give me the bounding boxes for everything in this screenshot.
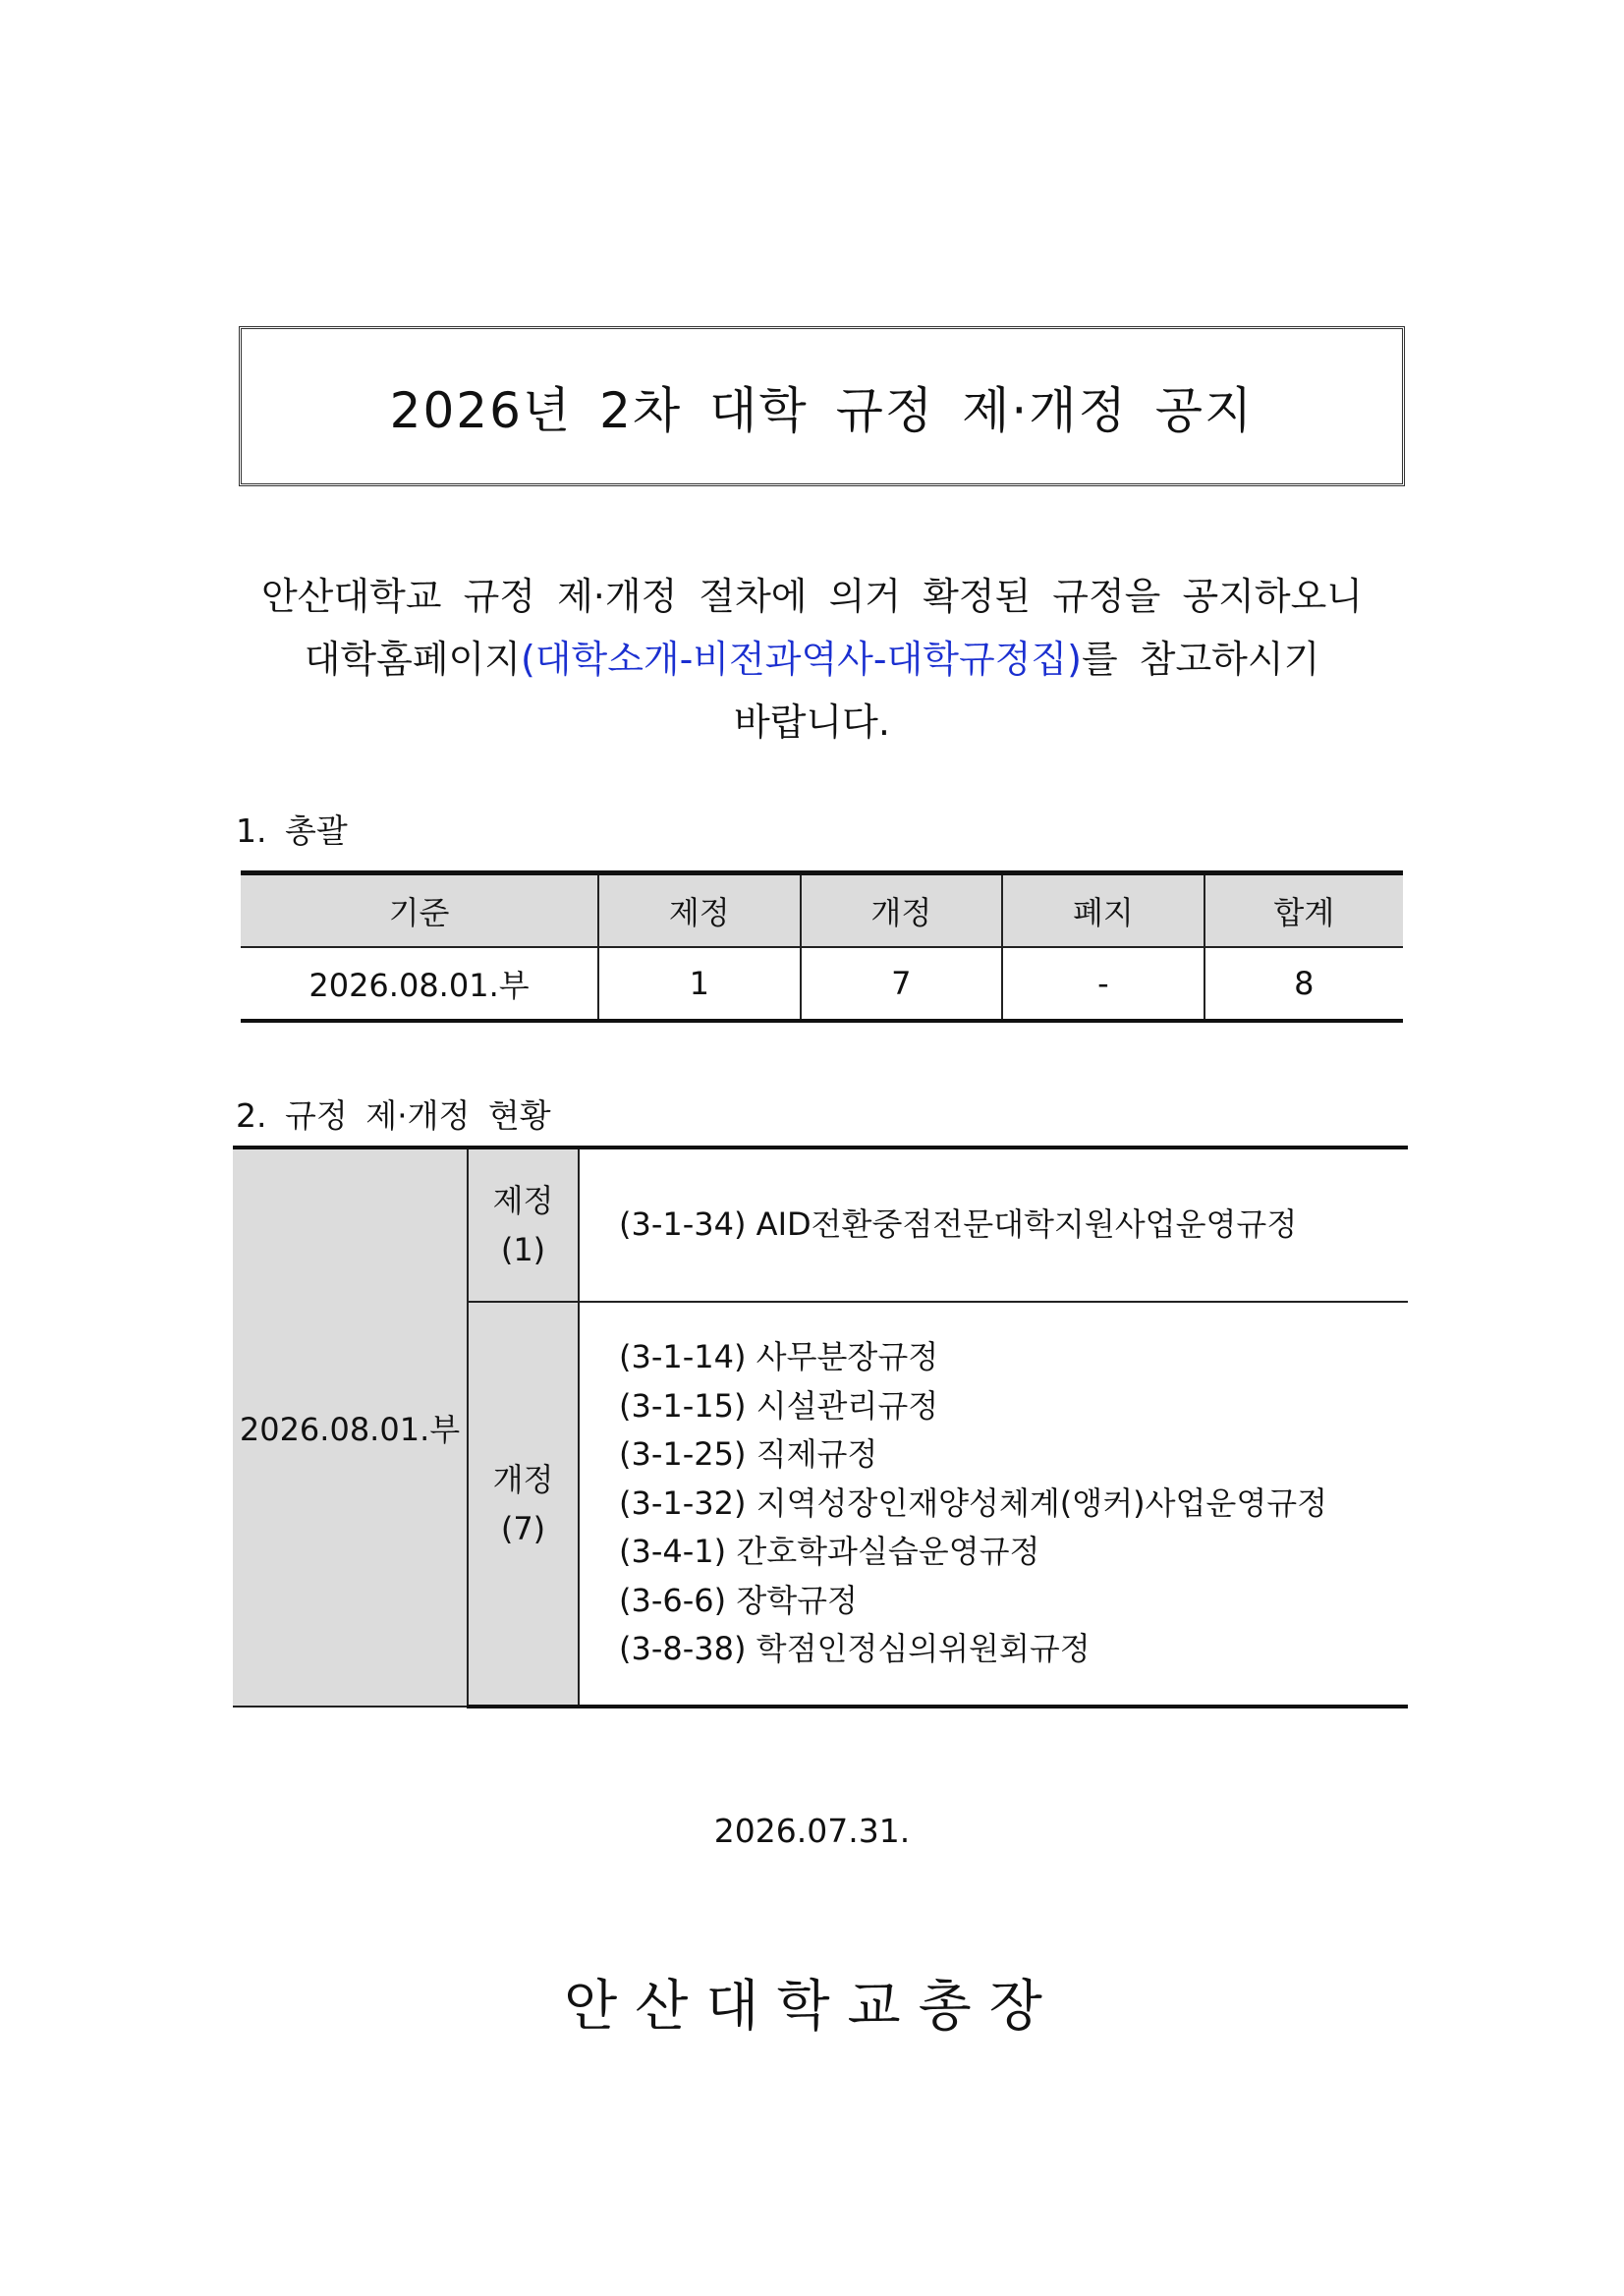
revise-item: (3-1-32) 지역성장인재양성체계(앵커)사업운영규정 bbox=[619, 1484, 1328, 1522]
intro-line-2-before: 대학홈페이지 bbox=[304, 638, 521, 681]
summary-data-row bbox=[241, 947, 1403, 1021]
revise-items-cell bbox=[579, 1302, 1408, 1707]
header-revise: 개정 bbox=[801, 873, 1003, 948]
establish-category-cell bbox=[468, 1148, 579, 1302]
summary-header-row bbox=[241, 873, 1403, 948]
establish-item: (3-1-34) AID전환중점전문대학지원사업운영규정 bbox=[619, 1205, 1298, 1244]
regulations-link[interactable]: (대학소개-비전과역사-대학규정집) bbox=[520, 638, 1082, 681]
header-establish: 제정 bbox=[598, 873, 801, 948]
intro-line-1: 안산대학교 규정 제·개정 절차에 의거 확정된 규정을 공지하오니 bbox=[260, 575, 1364, 618]
effective-date-cell: 2026.08.01.부 bbox=[233, 1148, 468, 1707]
revise-category-cell bbox=[468, 1302, 579, 1707]
establish-row bbox=[233, 1148, 1408, 1302]
cell-total: 8 bbox=[1204, 947, 1403, 1021]
intro-line-2-after: 를 참고하시기 bbox=[1081, 638, 1320, 681]
section-2-heading: 2. 규정 제·개정 현황 bbox=[236, 1096, 551, 1135]
header-abolish: 폐지 bbox=[1002, 873, 1204, 948]
header-basis: 기준 bbox=[241, 873, 598, 948]
intro-line-2 bbox=[196, 628, 1428, 691]
footer-date: 2026.07.31. bbox=[713, 1812, 911, 1850]
summary-table bbox=[241, 870, 1403, 1023]
header-total: 합계 bbox=[1204, 873, 1403, 948]
intro-line-3: 바랍니다. bbox=[734, 700, 890, 744]
revise-count: (7) bbox=[500, 1509, 546, 1547]
revise-item: (3-8-38) 학점인정심의위원회규정 bbox=[619, 1630, 1091, 1668]
cell-abolish: - bbox=[1002, 947, 1204, 1021]
title-box bbox=[239, 326, 1405, 486]
revise-item: (3-1-15) 시설관리규정 bbox=[619, 1386, 939, 1425]
section-1-heading: 1. 총괄 bbox=[236, 812, 348, 850]
establish-label: 제정 bbox=[492, 1182, 554, 1219]
revise-label: 개정 bbox=[492, 1460, 554, 1498]
establish-items-cell bbox=[579, 1148, 1408, 1302]
revise-item: (3-1-14) 사무분장규정 bbox=[619, 1338, 939, 1376]
revise-item: (3-4-1) 간호학과실습운영규정 bbox=[619, 1533, 1040, 1571]
intro-paragraph bbox=[196, 565, 1428, 754]
cell-revise: 7 bbox=[801, 947, 1003, 1021]
status-table bbox=[233, 1146, 1408, 1708]
cell-establish: 1 bbox=[598, 947, 801, 1021]
revise-item: (3-6-6) 장학규정 bbox=[619, 1581, 858, 1619]
establish-count: (1) bbox=[500, 1231, 546, 1268]
president-signature: 안산대학교총장 bbox=[564, 1975, 1060, 2039]
cell-basis: 2026.08.01.부 bbox=[241, 947, 598, 1021]
page-title: 2026년 2차 대학 규정 제·개정 공지 bbox=[389, 381, 1255, 439]
revise-item: (3-1-25) 직제규정 bbox=[619, 1435, 878, 1474]
